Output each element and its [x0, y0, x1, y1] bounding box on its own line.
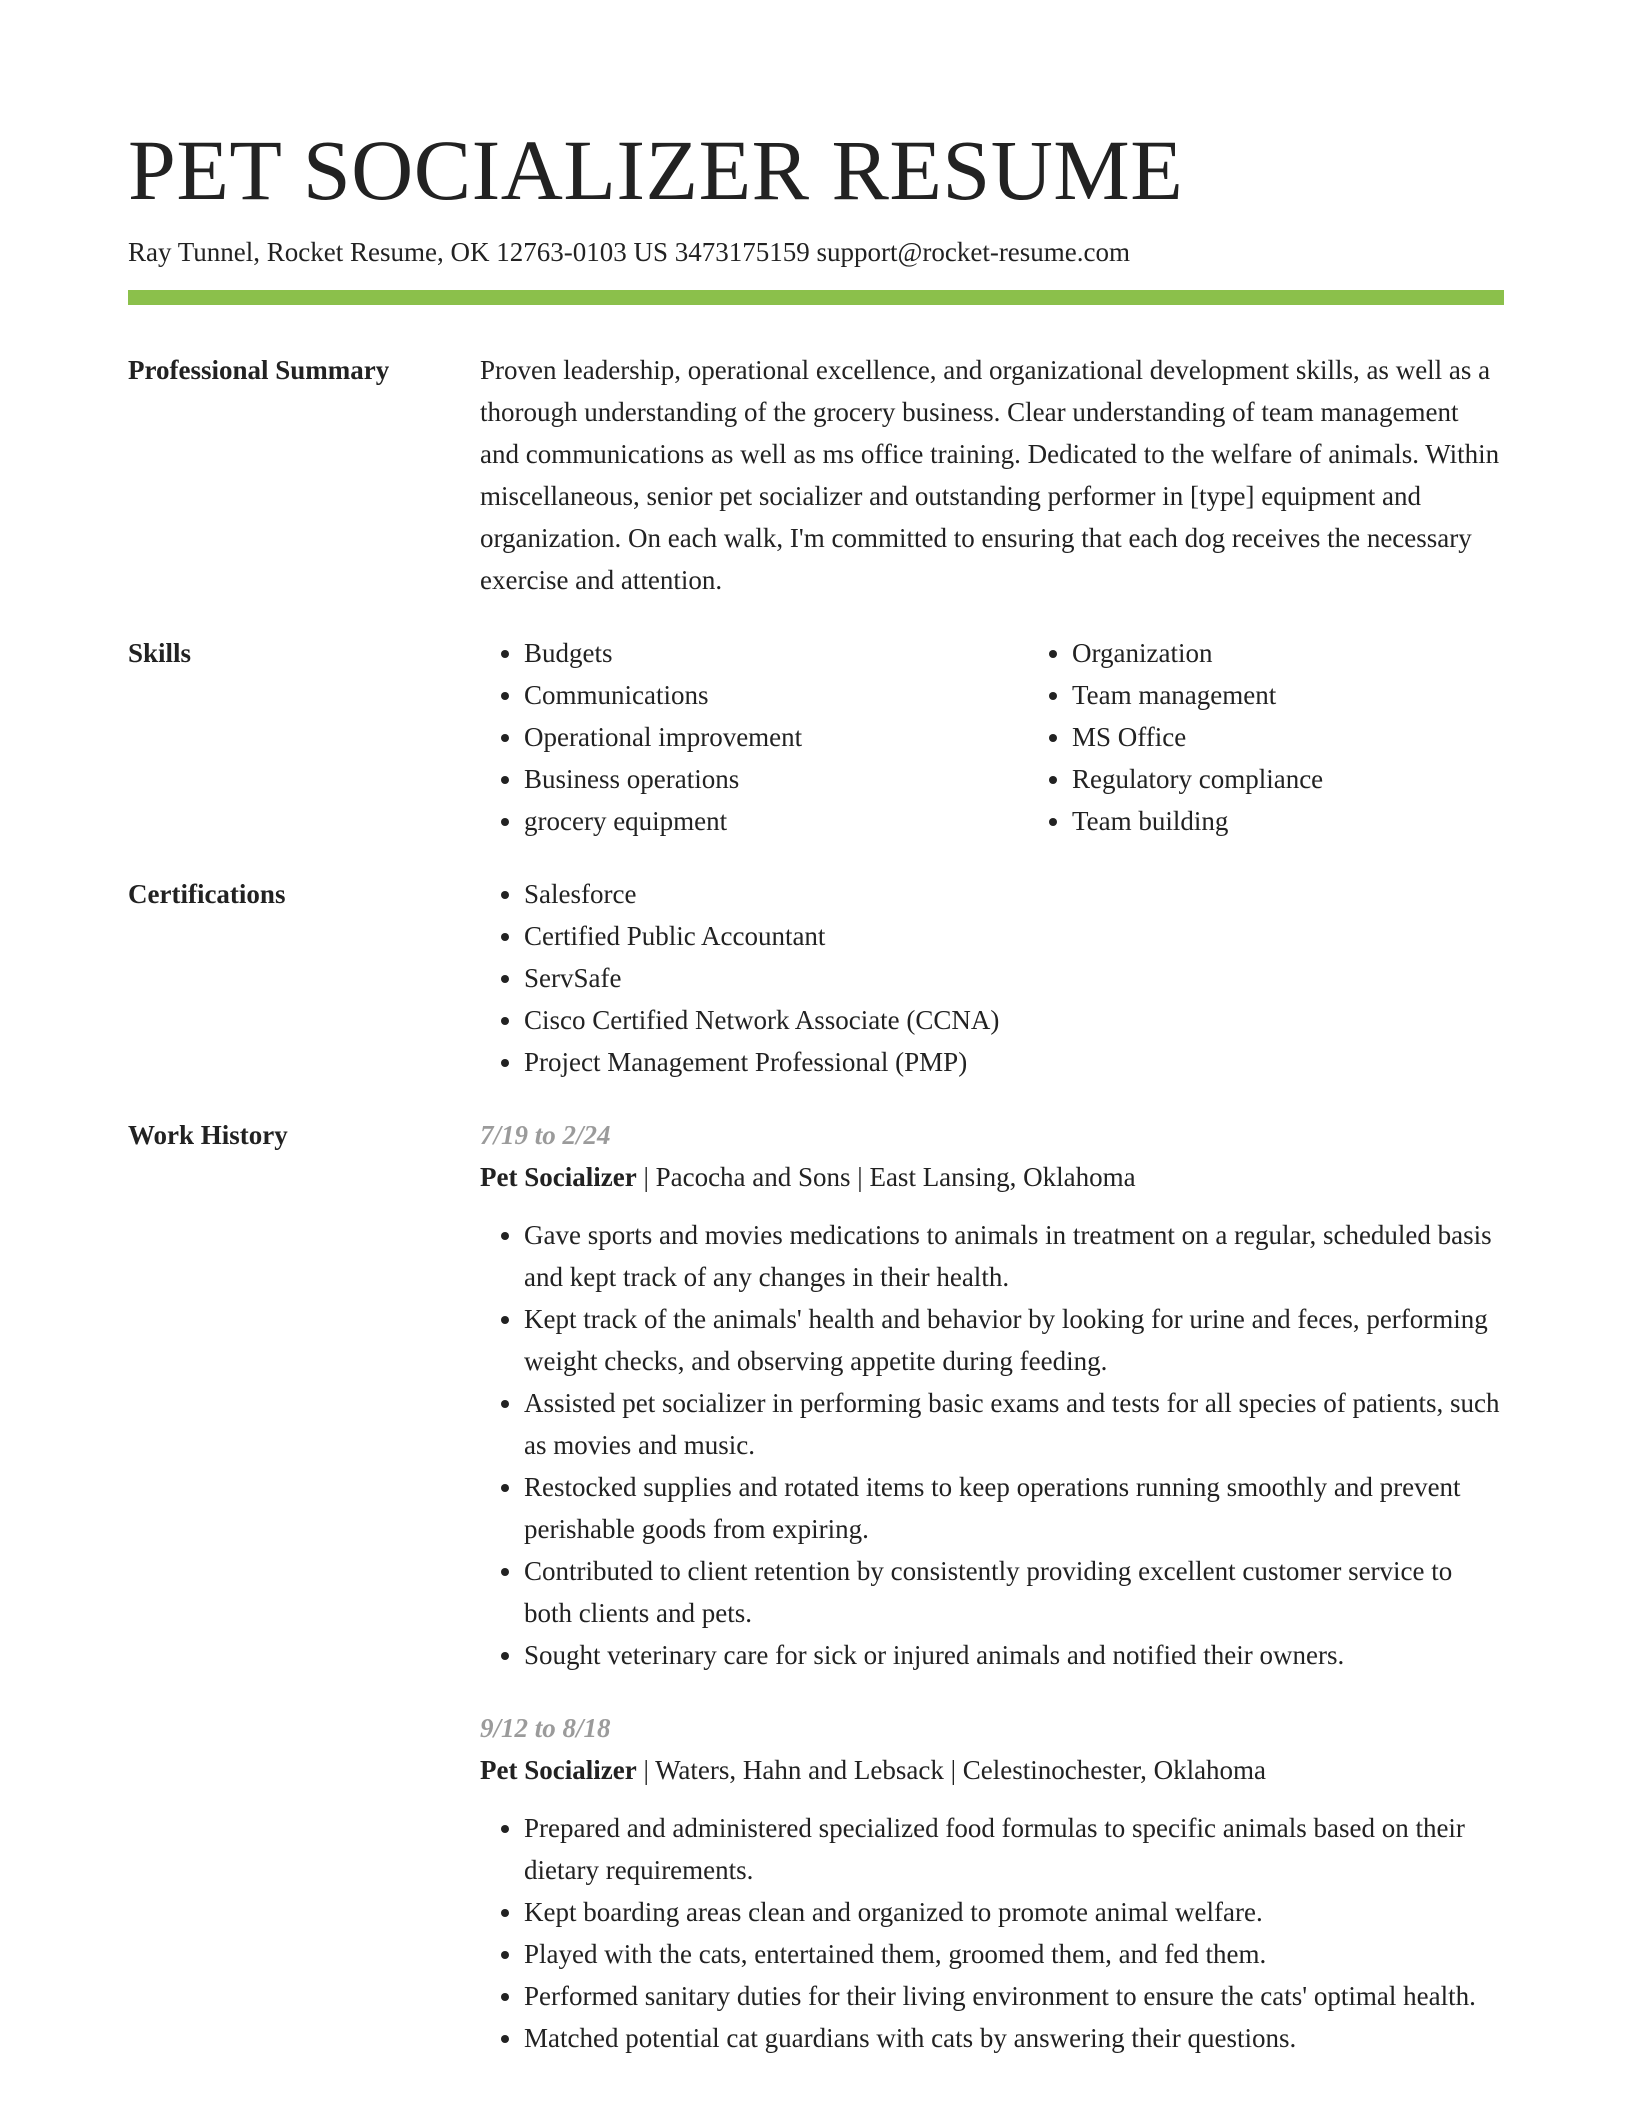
- job-dates: 9/12 to 8/18: [480, 1713, 611, 1743]
- summary-text: Proven leadership, operational excellence, and organizational development skills, as well as a thorough understanding of the grocery business. Clear understanding of team management and communications as well as ms office training. Dedicated to the welfare of animals. Within miscellaneous, senior pet socializer and outstanding performer in [type] equipment and organization. On each walk, I'm committed to ensuring that each dog receives the necessary exercise and attention.: [480, 355, 1500, 595]
- accent-divider: [128, 290, 1504, 305]
- skill-item: • Team building: [1072, 800, 1576, 842]
- work-history-label: Work History: [128, 1120, 288, 1150]
- skill-item: • Communications: [524, 674, 1028, 716]
- work-history-body: [480, 1114, 1504, 2059]
- skills-list-col2: [1028, 632, 1576, 842]
- skills-list-col1: [480, 632, 1028, 842]
- summary-section: [128, 349, 1504, 601]
- job-employer-location: | Waters, Hahn and Lebsack | Celestinochester, Oklahoma: [636, 1755, 1267, 1785]
- job-bullet: • Restocked supplies and rotated items to keep operations running smoothly and prevent perishable goods from expiring.: [524, 1466, 1504, 1550]
- skill-item: • Budgets: [524, 632, 1028, 674]
- skill-item: • Regulatory compliance: [1072, 758, 1576, 800]
- job-title: Pet Socializer: [480, 1755, 637, 1785]
- job-bullet: • Gave sports and movies medications to animals in treatment on a regular, scheduled basis and kept track of any changes in their health.: [524, 1214, 1504, 1298]
- certification-item: • Certified Public Accountant: [524, 915, 1504, 957]
- skill-item: • Organization: [1072, 632, 1576, 674]
- job-entry: [480, 1114, 1504, 1676]
- skill-item: • Operational improvement: [524, 716, 1028, 758]
- job-dates: 7/19 to 2/24: [480, 1120, 611, 1150]
- resume-page: [128, 120, 1504, 2059]
- job-bullet: • Kept track of the animals' health and behavior by looking for urine and feces, performing weight checks, and observing appetite during feeding.: [524, 1298, 1504, 1382]
- job-bullet: • Performed sanitary duties for their living environment to ensure the cats' optimal health.: [524, 1975, 1504, 2017]
- job-bullet: • Sought veterinary care for sick or injured animals and notified their owners.: [524, 1634, 1504, 1676]
- summary-label: Professional Summary: [128, 355, 390, 385]
- skills-columns: [480, 632, 1576, 842]
- job-entry: [480, 1707, 1504, 2059]
- skill-item: • Team management: [1072, 674, 1576, 716]
- skill-item: • grocery equipment: [524, 800, 1028, 842]
- certifications-body: [480, 873, 1504, 1083]
- job-bullets: [480, 1807, 1504, 2059]
- job-bullet: • Assisted pet socializer in performing basic exams and tests for all species of patients, such as movies and music.: [524, 1382, 1504, 1466]
- job-bullet: • Prepared and administered specialized food formulas to specific animals based on their dietary requirements.: [524, 1807, 1504, 1891]
- job-bullet: • Matched potential cat guardians with cats by answering their questions.: [524, 2017, 1504, 2059]
- job-bullet: • Kept boarding areas clean and organized to promote animal welfare.: [524, 1891, 1504, 1933]
- contact-line: Ray Tunnel, Rocket Resume, OK 12763-0103 US 3473175159 support@rocket-resume.com: [128, 237, 1131, 267]
- skills-label: Skills: [128, 638, 192, 668]
- skills-section: [128, 632, 1504, 842]
- job-heading: [480, 1749, 1504, 1791]
- job-bullet: • Played with the cats, entertained them, groomed them, and fed them.: [524, 1933, 1504, 1975]
- certification-item: • Cisco Certified Network Associate (CCNA): [524, 999, 1504, 1041]
- job-title: Pet Socializer: [480, 1162, 637, 1192]
- job-employer-location: | Pacocha and Sons | East Lansing, Oklahoma: [636, 1162, 1136, 1192]
- skill-item: • MS Office: [1072, 716, 1576, 758]
- certifications-label: Certifications: [128, 879, 286, 909]
- certifications-section: [128, 873, 1504, 1083]
- job-heading: [480, 1156, 1504, 1198]
- certification-item: • Project Management Professional (PMP): [524, 1041, 1504, 1083]
- summary-body: [480, 349, 1504, 601]
- job-bullet: • Contributed to client retention by consistently providing excellent customer service to both clients and pets.: [524, 1550, 1504, 1634]
- certifications-list: [480, 873, 1504, 1083]
- resume-title: PET SOCIALIZER RESUME: [128, 122, 1184, 218]
- certification-item: • Salesforce: [524, 873, 1504, 915]
- skill-item: • Business operations: [524, 758, 1028, 800]
- certification-item: • ServSafe: [524, 957, 1504, 999]
- work-history-section: [128, 1114, 1504, 2059]
- job-bullets: [480, 1214, 1504, 1676]
